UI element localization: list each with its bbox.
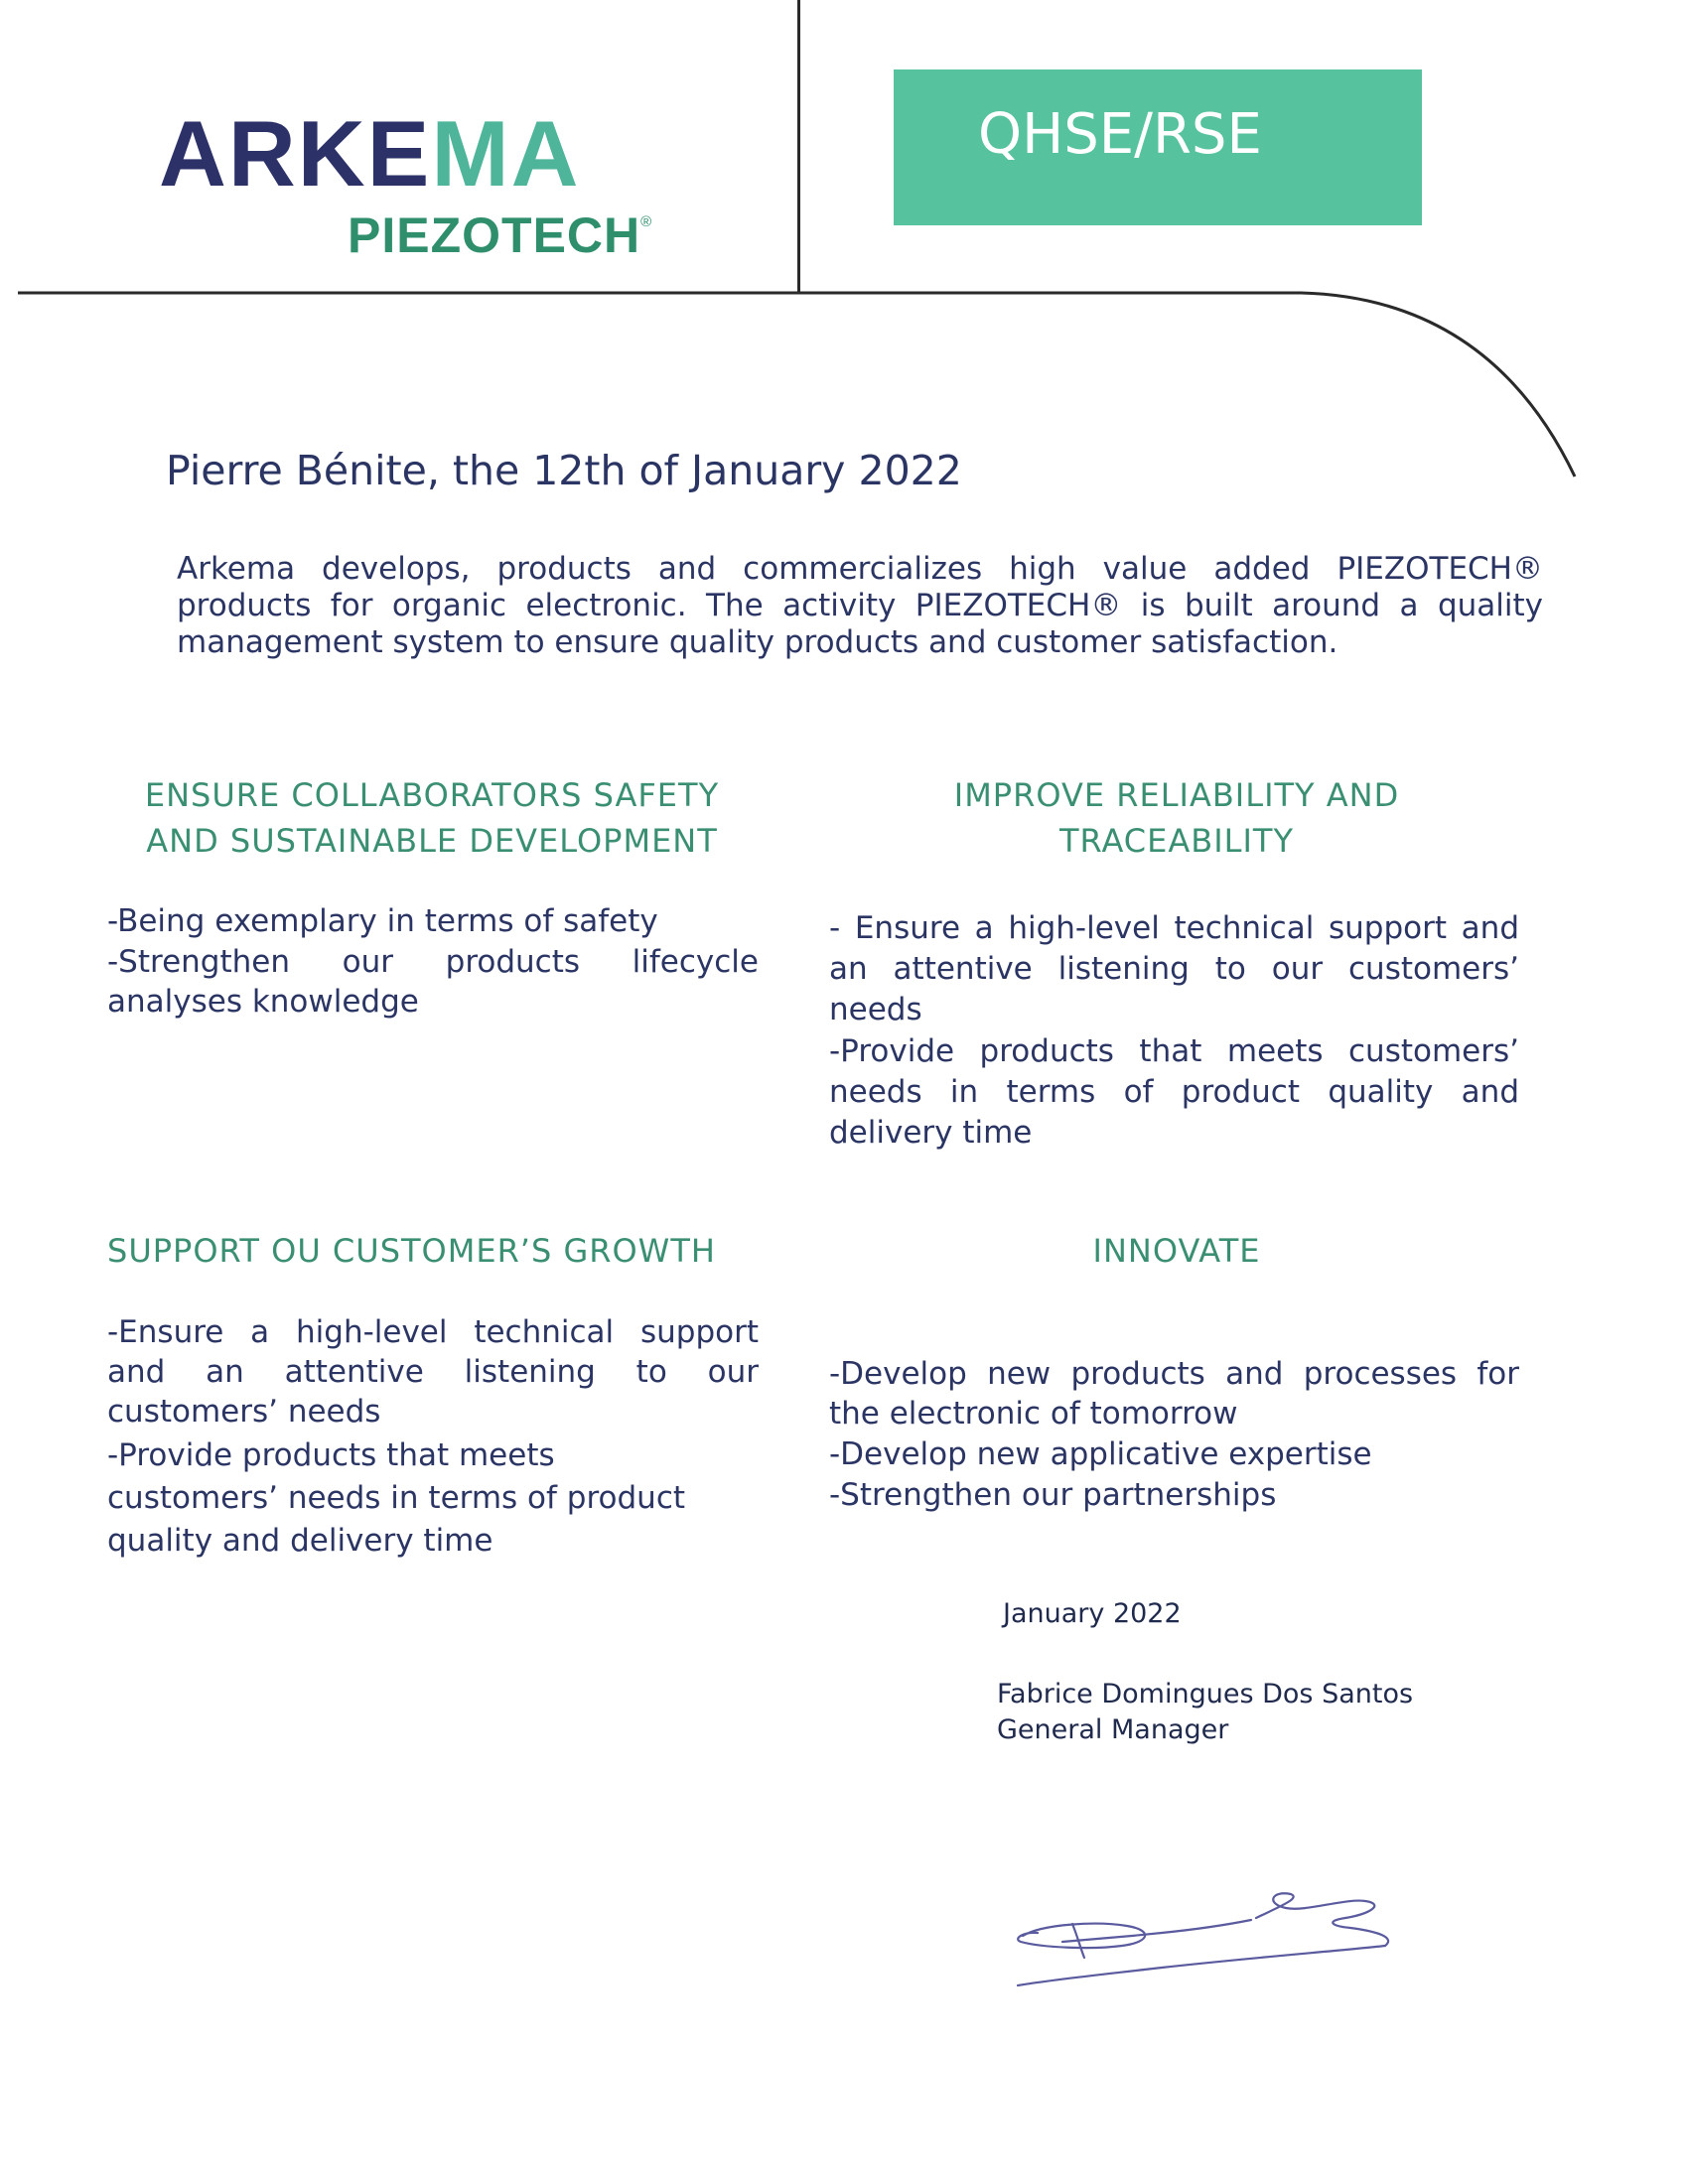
signatory-role: General Manager (997, 1714, 1229, 1745)
section-title-line: IMPROVE RELIABILITY AND (953, 776, 1400, 814)
bullet-item: -Being exemplary in terms of safety (107, 903, 658, 939)
logo-sub-text: PIEZOTECH (348, 207, 641, 263)
section-bullets-innovate (829, 1354, 1519, 1516)
section-bullets-reliability (829, 908, 1519, 1155)
section-title-innovate (824, 1228, 1529, 1274)
section-bullets-growth (107, 1312, 759, 1562)
signatory (997, 1677, 1413, 1748)
logo-part-1: ARKE (159, 101, 432, 205)
section-title-line: TRACEABILITY (1058, 822, 1294, 860)
bullet-item: -Strengthen our products lifecycle analyses knowledge (107, 944, 759, 1020)
handwritten-signature (1003, 1876, 1420, 2005)
bullet-item: -Develop new applicative expertise (829, 1436, 1372, 1472)
section-title-reliability (824, 772, 1529, 864)
place-date: Pierre Bénite, the 12th of January 2022 (166, 447, 962, 494)
section-title-safety (89, 772, 774, 864)
bullet-item: -Provide products that meets (107, 1437, 555, 1473)
signatory-name: Fabrice Domingues Dos Santos (997, 1679, 1414, 1709)
bullet-item: -Ensure a high-level technical support and an attentive listening to our customers’ needs (107, 1314, 759, 1430)
header-rule (0, 0, 1688, 516)
bullet-item: -Develop new products and processes for the electronic of tomorrow (829, 1356, 1519, 1432)
section-title-growth (107, 1228, 716, 1274)
bullet-item: quality and delivery time (107, 1523, 493, 1559)
bullet-item: -Provide products that meets customers’ needs in terms of product quality and delivery time (829, 1033, 1519, 1151)
bullet-item: customers’ needs in terms of product (107, 1480, 686, 1516)
section-bullets-safety (107, 901, 759, 1023)
logo-part-2: MA (431, 101, 581, 205)
section-title-line: AND SUSTAINABLE DEVELOPMENT (146, 822, 718, 860)
signature-date: January 2022 (1003, 1598, 1182, 1629)
section-title-line: ENSURE COLLABORATORS SAFETY (144, 776, 720, 814)
intro-paragraph: Arkema develops, products and commercializes high value added PIEZOTECH® products for organic electronic. The activity PIEZOTECH® is built around a quality management system to ensure quality products and customer satisfaction. (177, 551, 1543, 660)
section-title-line: SUPPORT OU CUSTOMER’S GROWTH (107, 1232, 716, 1270)
section-title-line: INNOVATE (1092, 1232, 1261, 1270)
registered-mark: ® (640, 213, 653, 230)
bullet-item: -Strengthen our partnerships (829, 1477, 1277, 1513)
bullet-item: - Ensure a high-level technical support and an attentive listening to our customers’ needs (829, 910, 1519, 1027)
qhse-badge-text: QHSE/RSE (978, 102, 1262, 167)
